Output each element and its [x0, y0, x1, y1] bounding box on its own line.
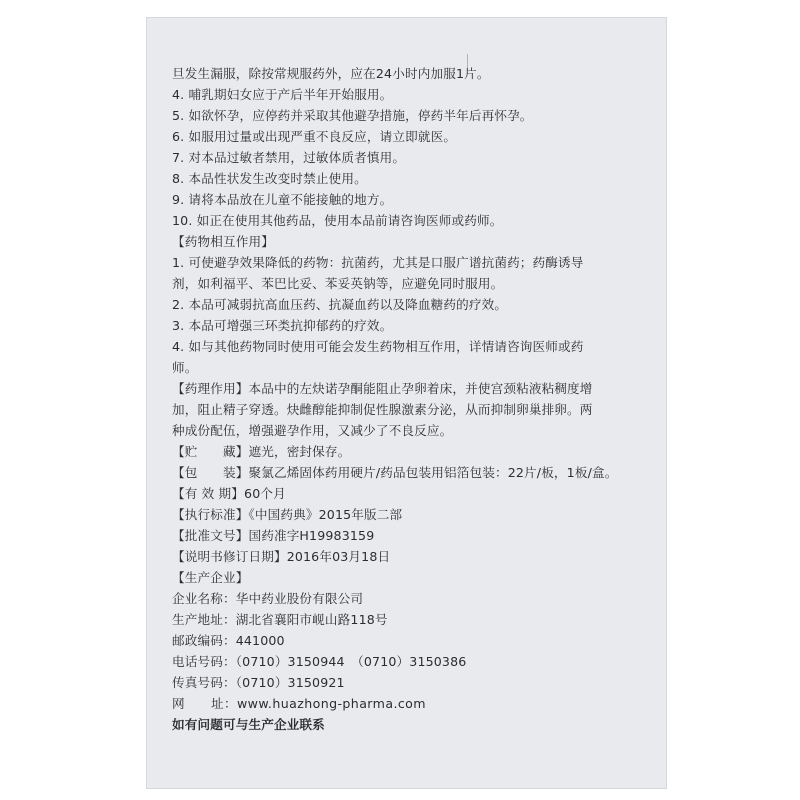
- precaution-item-5: 5. 如欲怀孕，应停药并采取其他避孕措施，停药半年后再怀孕。: [172, 108, 533, 123]
- standard-line: 【执行标准】《中国药典》2015年版二部: [172, 507, 403, 522]
- phone-line: 电话号码：（0710）3150944 （0710）3150386: [172, 654, 467, 669]
- website-line: 网 址：www.huazhong-pharma.com: [172, 696, 426, 711]
- fax-line: 传真号码：（0710）3150921: [172, 675, 345, 690]
- packaging-line: 【包 装】聚氯乙烯固体药用硬片/药品包装用铝箔包装：22片/板，1板/盒。: [172, 465, 618, 480]
- shelf-life-line: 【有 效 期】60个月: [172, 486, 286, 501]
- precaution-line-3-cont: 旦发生漏服，除按常规服药外，应在24小时内加服1片。: [172, 66, 490, 81]
- precaution-item-4: 4. 哺乳期妇女应于产后半年开始服用。: [172, 87, 393, 102]
- pharmacology-line-3: 种成份配伍，增强避孕作用，又减少了不良反应。: [172, 423, 453, 438]
- interaction-item-4: 4. 如与其他药物同时使用可能会发生药物相互作用，详情请咨询医师或药: [172, 339, 584, 354]
- precaution-item-8: 8. 本品性状发生改变时禁止使用。: [172, 171, 367, 186]
- approval-number-line: 【批准文号】国药准字H19983159: [172, 528, 375, 543]
- postcode-line: 邮政编码：441000: [172, 633, 285, 648]
- interaction-item-3: 3. 本品可增强三环类抗抑郁药的疗效。: [172, 318, 393, 333]
- section-heading-interactions: 【药物相互作用】: [172, 234, 274, 249]
- interaction-item-1: 1. 可使避孕效果降低的药物：抗菌药，尤其是口服广谱抗菌药；药酶诱导: [172, 255, 584, 270]
- pharmacology-line-1: 【药理作用】本品中的左炔诺孕酮能阻止孕卵着床，并使宫颈粘液粘稠度增: [172, 381, 593, 396]
- precaution-item-6: 6. 如服用过量或出现严重不良反应，请立即就医。: [172, 129, 457, 144]
- storage-line: 【贮 藏】遮光，密封保存。: [172, 444, 351, 459]
- address-line: 生产地址：湖北省襄阳市岘山路118号: [172, 612, 388, 627]
- interaction-item-2: 2. 本品可减弱抗高血压药、抗凝血药以及降血糖药的疗效。: [172, 297, 508, 312]
- interaction-item-1-cont: 剂，如利福平、苯巴比妥、苯妥英钠等，应避免同时服用。: [172, 276, 504, 291]
- company-name-line: 企业名称：华中药业股份有限公司: [172, 591, 364, 606]
- precaution-item-10: 10. 如正在使用其他药品，使用本品前请咨询医师或药师。: [172, 213, 503, 228]
- pharmacology-line-2: 加，阻止精子穿透。炔雌醇能抑制促性腺激素分泌，从而抑制卵巢排卵。两: [172, 402, 593, 417]
- revision-date-line: 【说明书修订日期】2016年03月18日: [172, 549, 391, 564]
- interaction-item-4-cont: 师。: [172, 360, 198, 375]
- precaution-item-7: 7. 对本品过敏者禁用，过敏体质者慎用。: [172, 150, 406, 165]
- contact-note-line: 如有问题可与生产企业联系: [172, 717, 325, 732]
- section-heading-manufacturer: 【生产企业】: [172, 570, 249, 585]
- precaution-item-9: 9. 请将本品放在儿童不能接触的地方。: [172, 192, 393, 207]
